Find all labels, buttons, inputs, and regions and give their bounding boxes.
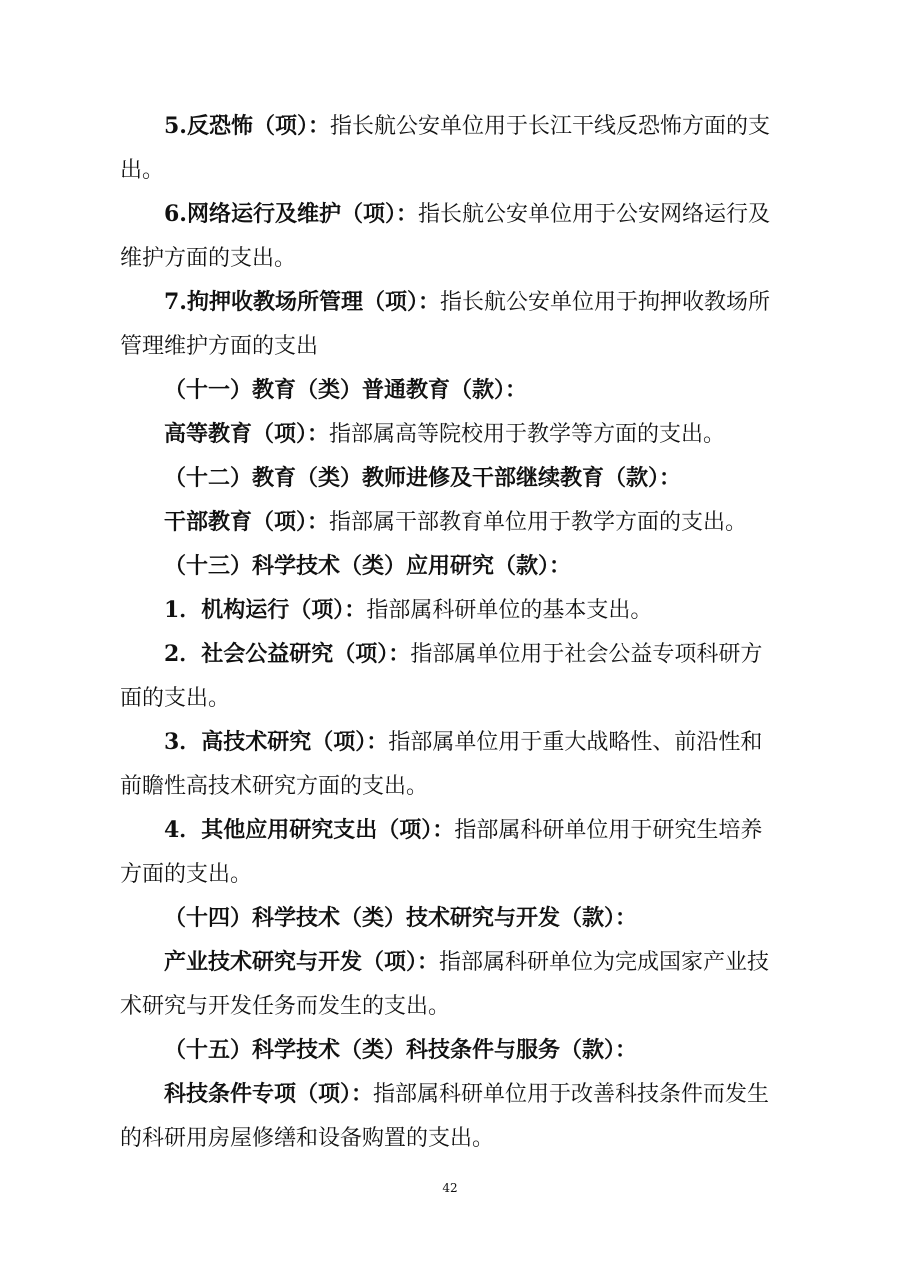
item-title: 3．高技术研究（项）： <box>164 729 389 755</box>
paragraph-cadre-education <box>120 500 770 545</box>
item-body: 指部属单位用于重大战略性、前沿性和前瞻性高技术研究方面的支出。 <box>120 730 763 799</box>
item-title: 5.反恐怖（项）： <box>164 113 330 139</box>
paragraph-high-tech-research <box>120 720 770 809</box>
item-body: 指部属单位用于社会公益专项科研方面的支出。 <box>120 642 763 711</box>
paragraph-higher-education <box>120 412 770 457</box>
paragraph-counter-terrorism <box>120 104 770 193</box>
paragraph-tech-conditions <box>120 1072 770 1161</box>
item-title: 干部教育（项）： <box>164 509 330 535</box>
page-number: 42 <box>442 1181 458 1195</box>
item-body: 指部属科研单位用于研究生培养方面的支出。 <box>120 818 763 887</box>
item-body: 指部属科研单位用于改善科技条件而发生的科研用房屋修缮和设备购置的支出。 <box>120 1082 770 1151</box>
item-body: 指长航公安单位用于公安网络运行及维护方面的支出。 <box>120 202 770 271</box>
paragraph-industry-research <box>120 940 770 1029</box>
section-heading-13: （十三）科学技术（类）应用研究（款）： <box>164 553 572 579</box>
item-title: 1．机构运行（项）： <box>164 597 367 623</box>
item-body: 指部属科研单位为完成国家产业技术研究与开发任务而发生的支出。 <box>120 950 770 1019</box>
item-title: 高等教育（项）： <box>164 421 330 447</box>
paragraph-public-welfare-research <box>120 632 770 721</box>
item-title: 2．社会公益研究（项）： <box>164 641 411 667</box>
section-heading-14: （十四）科学技术（类）技术研究与开发（款）： <box>164 905 638 931</box>
item-title: 7.拘押收教场所管理（项）： <box>164 289 440 315</box>
section-heading-12: （十二）教育（类）教师进修及干部继续教育（款）： <box>164 465 682 491</box>
paragraph-detention-management <box>120 280 770 369</box>
item-body: 指长航公安单位用于拘押收教场所管理维护方面的支出 <box>120 290 770 359</box>
section-heading-11: （十一）教育（类）普通教育（款）： <box>164 377 528 403</box>
item-title: 产业技术研究与开发（项）： <box>164 949 440 975</box>
paragraph-other-applied-research <box>120 808 770 897</box>
item-body: 指部属高等院校用于教学等方面的支出。 <box>329 422 726 447</box>
section-heading-15: （十五）科学技术（类）科技条件与服务（款）： <box>164 1037 638 1063</box>
item-title: 科技条件专项（项）： <box>164 1081 374 1107</box>
paragraph-network-maintenance <box>120 192 770 281</box>
item-body: 指长航公安单位用于长江干线反恐怖方面的支出。 <box>120 114 770 183</box>
item-title: 6.网络运行及维护（项）： <box>164 201 418 227</box>
item-body: 指部属干部教育单位用于教学方面的支出。 <box>329 510 748 535</box>
item-title: 4．其他应用研究支出（项）： <box>164 817 455 843</box>
paragraph-institution-operation <box>120 588 770 633</box>
item-body: 指部属科研单位的基本支出。 <box>366 598 653 623</box>
